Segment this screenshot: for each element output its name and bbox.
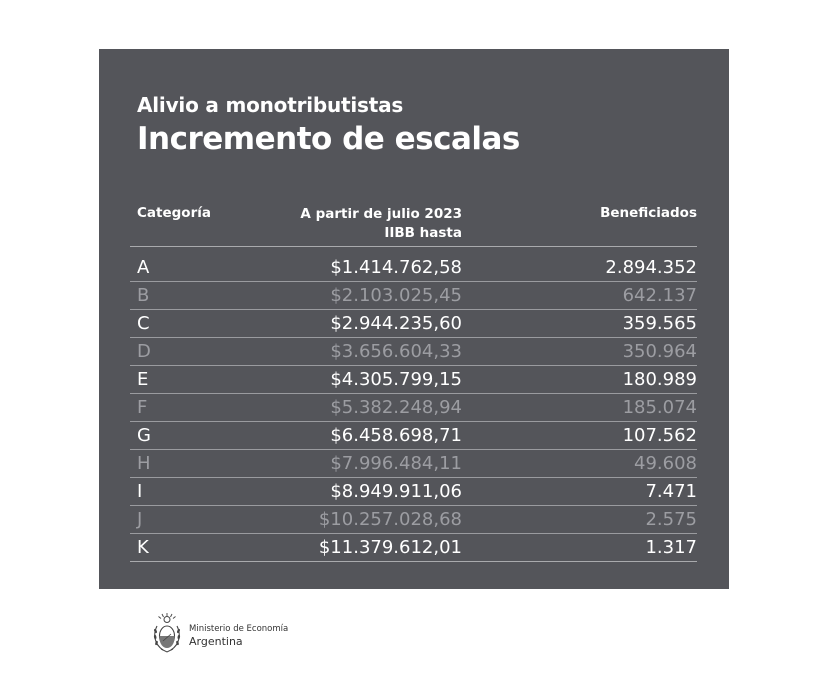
table-row <box>130 450 697 478</box>
cell-escala: $1.414.762,58 <box>330 257 462 278</box>
cell-beneficiados: 180.989 <box>622 369 697 390</box>
ministry-logo <box>151 612 351 654</box>
cell-categoria: D <box>137 341 151 362</box>
table-row <box>130 394 697 422</box>
cell-categoria: A <box>137 257 150 278</box>
cell-beneficiados: 2.575 <box>645 509 697 530</box>
cell-beneficiados: 185.074 <box>622 397 697 418</box>
cell-categoria: J <box>137 509 143 530</box>
cell-beneficiados: 1.317 <box>645 537 697 558</box>
cell-escala: $10.257.028,68 <box>318 509 462 530</box>
cell-beneficiados: 2.894.352 <box>605 257 697 278</box>
card-subtitle: Alivio a monotributistas <box>137 93 404 117</box>
ministry-name: Ministerio de Economía <box>189 624 289 634</box>
table-row <box>130 422 697 450</box>
cell-categoria: I <box>137 481 143 502</box>
cell-escala: $11.379.612,01 <box>318 537 462 558</box>
cell-categoria: B <box>137 285 150 306</box>
table-row <box>130 366 697 394</box>
header-categoria: Categoría <box>137 205 211 221</box>
cell-categoria: F <box>137 397 148 418</box>
cell-beneficiados: 359.565 <box>622 313 697 334</box>
country-name: Argentina <box>189 635 243 648</box>
cell-categoria: E <box>137 369 149 390</box>
header-divider <box>130 246 697 247</box>
infographic-card <box>99 49 729 589</box>
cell-escala: $3.656.604,33 <box>330 341 462 362</box>
cell-escala: $2.103.025,45 <box>330 285 462 306</box>
coat-of-arms-icon <box>151 612 183 654</box>
cell-escala: $7.996.484,11 <box>330 453 462 474</box>
cell-beneficiados: 350.964 <box>622 341 697 362</box>
cell-beneficiados: 7.471 <box>645 481 697 502</box>
table-row <box>130 254 697 282</box>
cell-escala: $2.944.235,60 <box>330 313 462 334</box>
cell-escala: $6.458.698,71 <box>330 425 462 446</box>
cell-categoria: G <box>137 425 151 446</box>
header-escala-line1: A partir de julio 2023 <box>300 206 462 222</box>
table-row <box>130 282 697 310</box>
cell-beneficiados: 107.562 <box>622 425 697 446</box>
cell-categoria: K <box>137 537 149 558</box>
cell-beneficiados: 642.137 <box>622 285 697 306</box>
header-escala-line2: IIBB hasta <box>384 225 462 241</box>
table-row <box>130 338 697 366</box>
cell-escala: $8.949.911,06 <box>330 481 462 502</box>
table-row <box>130 478 697 506</box>
table-header <box>137 205 697 245</box>
cell-beneficiados: 49.608 <box>634 453 697 474</box>
cell-escala: $5.382.248,94 <box>330 397 462 418</box>
table-body <box>130 254 697 562</box>
cell-escala: $4.305.799,15 <box>330 369 462 390</box>
card-title: Incremento de escalas <box>137 121 520 157</box>
table-row <box>130 506 697 534</box>
table-row <box>130 534 697 562</box>
cell-categoria: C <box>137 313 150 334</box>
cell-categoria: H <box>137 453 151 474</box>
table-row <box>130 310 697 338</box>
header-escala <box>300 205 462 243</box>
header-beneficiados: Beneficiados <box>600 205 697 221</box>
